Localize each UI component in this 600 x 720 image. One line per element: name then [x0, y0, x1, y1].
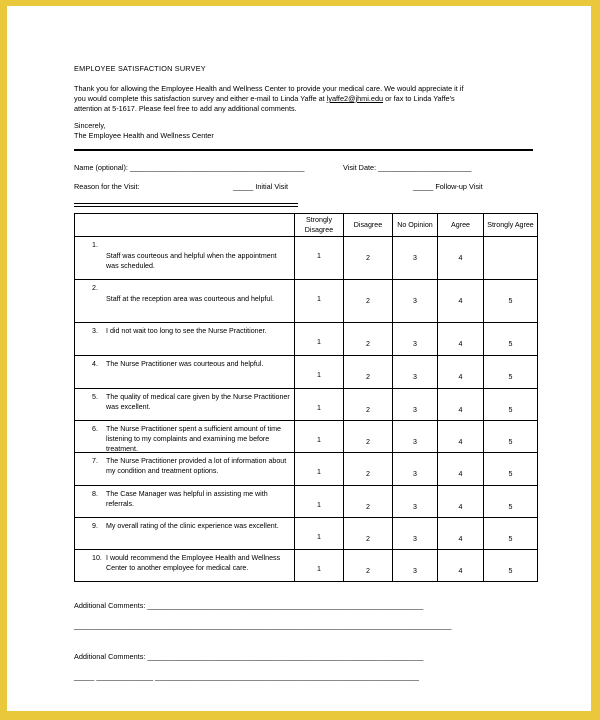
question-cell: [75, 237, 295, 280]
rating-cell[interactable]: [438, 389, 484, 421]
table-row: [75, 356, 538, 389]
rating-cell[interactable]: [484, 389, 538, 421]
rating-value: 2: [366, 470, 370, 478]
rating-cell[interactable]: [295, 518, 344, 550]
rating-cell[interactable]: [295, 486, 344, 518]
question-cell: [75, 356, 295, 389]
rating-value: 2: [366, 297, 370, 305]
rating-value: 2: [366, 535, 370, 543]
document-page: [7, 6, 591, 711]
rating-value: 1: [317, 565, 321, 573]
rating-value: 2: [366, 438, 370, 446]
rating-table: [74, 213, 538, 582]
signature-text: The Employee Health and Wellness Center: [74, 131, 214, 140]
question-text: The Nurse Practitioner was courteous and helpful.: [106, 360, 264, 368]
rating-value: 2: [366, 503, 370, 511]
question-cell: [75, 550, 295, 582]
rating-cell[interactable]: [484, 550, 538, 582]
rating-value: 2: [366, 254, 370, 262]
intro-line-2-pre: you would complete this satisfaction survey and either e-mail to Linda Yaffe at: [74, 94, 327, 103]
rating-cell[interactable]: [438, 486, 484, 518]
question-text: The Nurse Practitioner provided a lot of information about my condition and treatment options.: [106, 457, 287, 475]
question-text: I did not wait too long to see the Nurse Practitioner.: [106, 327, 267, 335]
visit-date-field[interactable]: Visit Date: _______________________: [343, 163, 472, 172]
question-cell: [75, 518, 295, 550]
rating-value: 5: [508, 503, 513, 511]
additional-comments-2[interactable]: Additional Comments: ____________________________________________________________________: [74, 652, 424, 661]
rating-cell[interactable]: [344, 323, 393, 356]
table-row: [75, 280, 538, 323]
table-header-row: [75, 214, 538, 237]
table-row: [75, 550, 538, 582]
question-text: Staff was courteous and helpful when the appointment was scheduled.: [106, 252, 277, 270]
rating-cell[interactable]: [295, 237, 344, 280]
name-field[interactable]: Name (optional): ___________________________________________: [74, 163, 305, 172]
rating-value: 1: [317, 371, 321, 379]
rating-cell[interactable]: [295, 550, 344, 582]
rating-cell[interactable]: [295, 356, 344, 389]
rating-cell[interactable]: [344, 486, 393, 518]
question-number: 6.: [92, 425, 98, 433]
rating-value: 1: [317, 501, 321, 509]
question-text: The Nurse Practitioner spent a sufficient amount of time listening to my complaints and examining me before treatment.: [106, 425, 281, 453]
header-divider: [74, 149, 533, 151]
rating-cell[interactable]: [393, 280, 438, 323]
question-number: 4.: [92, 360, 98, 368]
rating-cell[interactable]: [393, 486, 438, 518]
rating-cell[interactable]: [438, 421, 484, 453]
rating-cell[interactable]: [438, 550, 484, 582]
rating-value: 4: [458, 470, 463, 478]
header-disagree: Disagree: [344, 214, 393, 237]
comments-line-2[interactable]: _____ ______________ _________________________________________________________________: [74, 672, 419, 681]
rating-value: 1: [317, 468, 321, 476]
question-number: 5.: [92, 393, 98, 401]
rating-value: 5: [508, 535, 513, 543]
rating-cell[interactable]: [393, 237, 438, 280]
rating-value: 1: [317, 404, 321, 412]
rating-cell[interactable]: [438, 518, 484, 550]
question-cell: [75, 486, 295, 518]
rating-cell[interactable]: [484, 280, 538, 323]
section-divider: [74, 203, 298, 207]
table-row: [75, 323, 538, 356]
initial-visit-option[interactable]: _____ Initial Visit: [233, 182, 289, 191]
header-no-opinion: No Opinion: [393, 214, 438, 237]
reason-label: Reason for the Visit:: [74, 182, 140, 191]
question-number: 2.: [92, 284, 98, 292]
header-strongly-disagree: Strongly Disagree: [295, 214, 344, 237]
followup-visit-option[interactable]: _____ Follow-up Visit: [413, 182, 483, 191]
rating-value: 3: [413, 254, 417, 262]
table-row: [75, 518, 538, 550]
rating-cell[interactable]: [344, 453, 393, 486]
question-cell: [75, 280, 295, 323]
table-row: [75, 453, 538, 486]
question-number: 8.: [92, 490, 98, 498]
intro-line-2: [74, 94, 534, 104]
rating-cell[interactable]: [484, 237, 538, 280]
rating-value: 1: [317, 338, 321, 346]
rating-value: 3: [413, 470, 417, 478]
closing-block: [74, 121, 214, 141]
rating-value: 4: [458, 503, 463, 511]
header-strongly-agree: Strongly Agree: [484, 214, 538, 237]
rating-cell[interactable]: [295, 323, 344, 356]
rating-cell[interactable]: [393, 356, 438, 389]
comments-line-1[interactable]: _____________________________________________________________________________________________: [74, 621, 452, 630]
question-text: Staff at the reception area was courteous and helpful.: [106, 295, 274, 303]
rating-cell[interactable]: [484, 518, 538, 550]
rating-value: 1: [317, 252, 321, 260]
rating-value: 5: [508, 567, 513, 575]
intro-line-3: attention at 5-1617. Please feel free to add any additional comments.: [74, 104, 297, 113]
rating-value: 3: [413, 373, 417, 381]
rating-cell[interactable]: [484, 323, 538, 356]
question-number: 10.: [92, 554, 102, 562]
rating-value: 3: [413, 567, 417, 575]
rating-value: 4: [458, 373, 463, 381]
rating-value: 1: [317, 436, 321, 444]
rating-cell[interactable]: [484, 486, 538, 518]
rating-cell[interactable]: [438, 280, 484, 323]
rating-value: 3: [413, 406, 417, 414]
rating-value: 5: [508, 406, 513, 414]
rating-cell[interactable]: [484, 421, 538, 453]
table-row: [75, 389, 538, 421]
table-row: [75, 237, 538, 280]
question-cell: [75, 453, 295, 486]
question-number: 9.: [92, 522, 98, 530]
rating-cell[interactable]: [344, 356, 393, 389]
rating-value: 5: [508, 340, 513, 348]
question-cell: [75, 389, 295, 421]
table-row: [75, 486, 538, 518]
page-title: EMPLOYEE SATISFACTION SURVEY: [74, 64, 206, 73]
rating-value: 1: [317, 533, 321, 541]
rating-cell[interactable]: [295, 453, 344, 486]
question-text: The Case Manager was helpful in assisting me with referrals.: [106, 490, 268, 508]
question-number: 7.: [92, 457, 98, 465]
additional-comments-1[interactable]: Additional Comments: ____________________________________________________________________: [74, 601, 424, 610]
rating-value: 2: [366, 373, 370, 381]
rating-value: 5: [508, 470, 513, 478]
sincerely-text: Sincerely,: [74, 121, 106, 130]
rating-cell[interactable]: [344, 237, 393, 280]
rating-value: 5: [508, 297, 513, 305]
question-number: 1.: [92, 241, 98, 249]
rating-cell[interactable]: [393, 389, 438, 421]
rating-value: 4: [458, 438, 463, 446]
rating-value: 2: [366, 567, 370, 575]
rating-cell[interactable]: [295, 389, 344, 421]
rating-value: 4: [458, 254, 463, 262]
rating-cell[interactable]: [344, 389, 393, 421]
rating-cell[interactable]: [344, 550, 393, 582]
rating-cell[interactable]: [295, 280, 344, 323]
header-agree: Agree: [438, 214, 484, 237]
rating-cell[interactable]: [438, 237, 484, 280]
intro-line-2-post: or fax to Linda Yaffe's: [383, 94, 455, 103]
rating-value: 4: [458, 297, 463, 305]
rating-cell[interactable]: [344, 421, 393, 453]
rating-cell[interactable]: [393, 323, 438, 356]
rating-cell[interactable]: [438, 356, 484, 389]
rating-value: 4: [458, 340, 463, 348]
question-text: The quality of medical care given by the Nurse Practitioner was excellent.: [106, 393, 290, 411]
rating-cell[interactable]: [393, 550, 438, 582]
question-number: 3.: [92, 327, 98, 335]
table-row: [75, 421, 538, 453]
rating-value: 3: [413, 503, 417, 511]
rating-cell[interactable]: [438, 323, 484, 356]
rating-cell[interactable]: [344, 280, 393, 323]
question-cell: [75, 421, 295, 453]
rating-cell[interactable]: [344, 518, 393, 550]
rating-value: 2: [366, 340, 370, 348]
rating-value: 5: [508, 373, 513, 381]
rating-cell[interactable]: [295, 421, 344, 453]
rating-value: 1: [317, 295, 321, 303]
question-text: I would recommend the Employee Health and Wellness Center to another employee for medical care.: [106, 554, 281, 572]
header-question: [75, 214, 295, 237]
rating-value: 3: [413, 535, 417, 543]
rating-value: 3: [413, 438, 417, 446]
rating-value: 5: [508, 438, 513, 446]
rating-value: 4: [458, 567, 463, 575]
rating-cell[interactable]: [484, 453, 538, 486]
rating-cell[interactable]: [393, 453, 438, 486]
rating-cell[interactable]: [438, 453, 484, 486]
rating-cell[interactable]: [393, 421, 438, 453]
rating-cell[interactable]: [393, 518, 438, 550]
rating-value: 4: [458, 535, 463, 543]
rating-value: 4: [458, 406, 463, 414]
intro-line-1: Thank you for allowing the Employee Health and Wellness Center to provide your medical care. We would appreciate it if: [74, 84, 464, 93]
email-link[interactable]: lyaffe2@jhmi.edu: [326, 94, 384, 103]
intro-paragraph: [74, 84, 534, 114]
rating-cell[interactable]: [484, 356, 538, 389]
question-cell: [75, 323, 295, 356]
question-text: My overall rating of the clinic experience was excellent.: [106, 522, 279, 530]
rating-value: 3: [413, 297, 417, 305]
rating-value: 3: [413, 340, 417, 348]
rating-value: 2: [366, 406, 370, 414]
